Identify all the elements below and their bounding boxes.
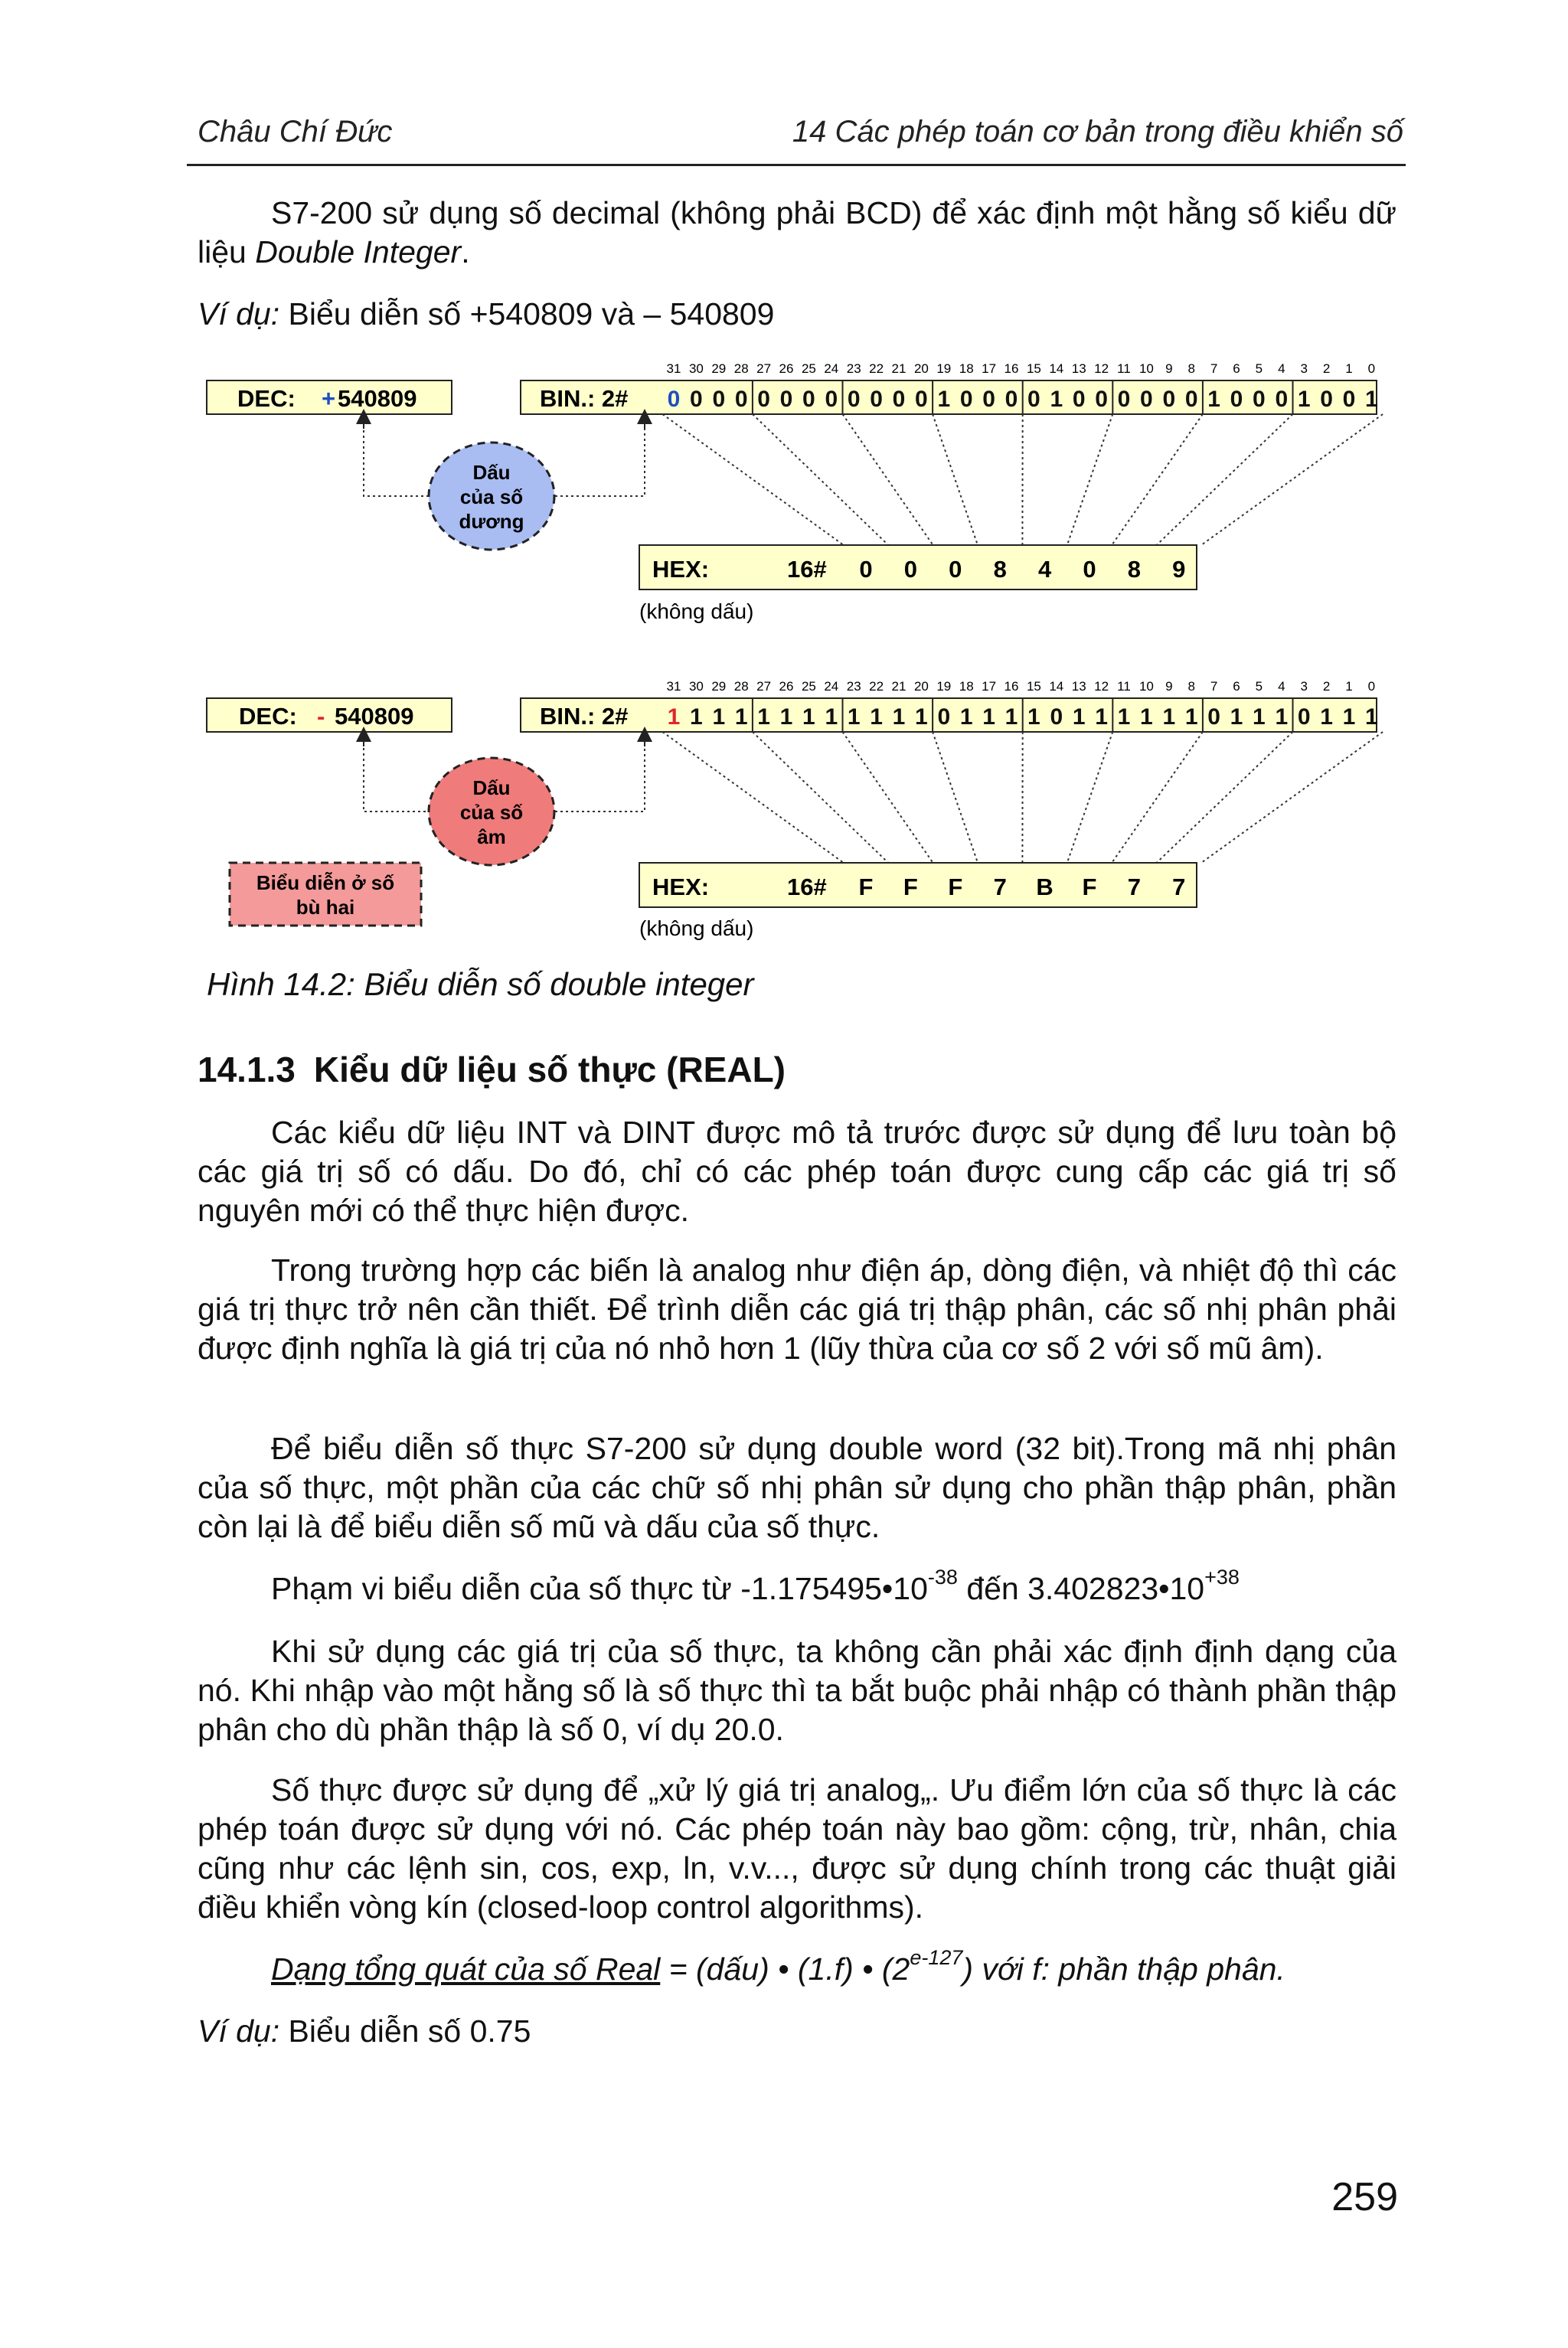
neg-bit-position-label: 7 (1210, 679, 1218, 694)
pos-bit-cell: 0 (690, 387, 703, 412)
neg-bit-position-label: 30 (688, 679, 704, 694)
positive-bin-connector (555, 414, 645, 496)
neg-hex-digit: 7 (1127, 874, 1142, 900)
neg-bit-cell: 1 (1027, 704, 1040, 730)
negative-nibble-to-hex-lines (662, 732, 1383, 863)
pos-bit-position-label: 22 (869, 361, 884, 376)
neg-fan-line (1157, 732, 1293, 863)
neg-bit-cell: 1 (1095, 704, 1108, 730)
twos-complement-note-line1: Biểu diễn ở số (256, 871, 395, 894)
pos-bit-cell: 1 (1297, 387, 1311, 412)
neg-bit-position-label: 18 (959, 679, 974, 694)
pos-bit-position-label: 25 (801, 361, 816, 376)
example2-text: Biểu diễn số 0.75 (279, 2013, 531, 2049)
body-paragraph-2: Trong trường hợp các biến là analog như điện áp, dòng điện, và nhiệt độ thì các giá trị thực trở nên cần thiết. Để trình diễn các giá trị thập phân, các số nhị phân phải được định nghĩa là giá trị của nó nhỏ hơn 1 (lũy thừa của cơ số 2 với số mũ âm). (198, 1252, 1396, 1366)
pos-bit-cell: 0 (982, 387, 995, 412)
positive-sign-note-line1: Dấu (472, 461, 511, 484)
running-header-chapter: 14 Các phép toán cơ bản trong điều khiển số (792, 115, 1403, 149)
neg-bit-position-label: 31 (666, 679, 681, 694)
neg-bit-cell: 1 (892, 704, 906, 730)
pos-bit-position-label: 15 (1026, 361, 1041, 376)
neg-fan-line (753, 732, 888, 863)
figure-caption: Hình 14.2: Biểu diễn số double integer (207, 966, 754, 1002)
neg-bit-cell: 1 (712, 704, 726, 730)
neg-bit-position-label: 29 (711, 679, 727, 694)
pos-bit-position-label: 27 (756, 361, 772, 376)
example2-label: Ví dụ: (198, 2013, 280, 2049)
neg-bit-position-label: 25 (801, 679, 816, 694)
neg-bit-cell: 1 (1275, 704, 1289, 730)
pos-bit-position-label: 23 (846, 361, 861, 376)
neg-bit-cell: 1 (847, 704, 861, 730)
pos-bit-cell: 0 (870, 387, 883, 412)
neg-bit-cell: 1 (1162, 704, 1176, 730)
pos-bit-cell: 1 (1207, 387, 1220, 412)
formula-paragraph (198, 1946, 1396, 1993)
pos-bit-position-label: 2 (1322, 361, 1331, 376)
neg-hex-digit: B (1036, 874, 1054, 900)
neg-bit-position-label: 17 (982, 679, 997, 694)
pos-bit-cell: 1 (1365, 387, 1378, 412)
neg-fan-line (1112, 732, 1203, 863)
neg-bit-position-label: 6 (1233, 679, 1240, 694)
negative-sign-note-line1: Dấu (472, 776, 511, 799)
intro-text: S7-200 sử dụng số decimal (không phải BCD) để xác định một hằng số kiểu dữ liệu (198, 195, 1396, 269)
pos-bit-cell: 0 (667, 387, 681, 412)
neg-bit-position-label: 10 (1138, 679, 1154, 694)
pos-fan-line (753, 414, 888, 545)
neg-bit-cell: 1 (1230, 704, 1243, 730)
negative-sign-note-line2: của số (459, 801, 524, 824)
neg-bit-position-label: 13 (1071, 679, 1086, 694)
positive-nibble-to-hex-lines (662, 414, 1383, 545)
neg-bit-position-label: 23 (846, 679, 861, 694)
pos-bit-cell: 0 (1004, 387, 1018, 412)
pos-bit-position-label: 13 (1071, 361, 1086, 376)
neg-bit-cell: 1 (779, 704, 793, 730)
pos-bit-position-label: 30 (688, 361, 704, 376)
neg-bit-cell: 1 (734, 704, 748, 730)
pos-hex-digit: 0 (859, 556, 873, 583)
range-exponent-2: +38 (1204, 1566, 1240, 1589)
pos-bit-cell: 0 (734, 387, 748, 412)
pos-bit-position-label: 24 (824, 361, 839, 376)
neg-bit-cell: 0 (1050, 704, 1063, 730)
neg-bit-position-label: 27 (756, 679, 772, 694)
pos-bit-cell: 0 (1140, 387, 1153, 412)
pos-bit-cell: 0 (1117, 387, 1131, 412)
pos-bit-cell: 1 (937, 387, 951, 412)
range-exponent-1: -38 (927, 1566, 958, 1589)
positive-bit-position-labels (667, 361, 1376, 376)
neg-bit-cell: 1 (1004, 704, 1018, 730)
neg-bit-cell: 1 (915, 704, 928, 730)
neg-bit-cell: 1 (825, 704, 838, 730)
pos-bit-position-label: 20 (913, 361, 929, 376)
body-paragraph-4: Khi sử dụng các giá trị của số thực, ta không cần phải xác định định dạng của nó. Khi nhập vào một hằng số là số thực thì ta bắt buộc phải nhập có thành phần thập phân cho dù phần thập là số 0, ví dụ 20.0. (198, 1634, 1396, 1747)
neg-bit-position-label: 8 (1187, 679, 1195, 694)
neg-bit-cell: 0 (937, 704, 951, 730)
neg-bit-cell: 1 (1117, 704, 1131, 730)
formula-exponent: e-127 (910, 1946, 963, 1969)
pos-hex-digit: 4 (1037, 556, 1052, 583)
negative-bin-connector (555, 732, 645, 812)
pos-bit-position-label: 8 (1187, 361, 1195, 376)
positive-sign-note-line2: của số (459, 485, 524, 508)
neg-fan-line (933, 732, 978, 863)
pos-bit-position-label: 31 (666, 361, 681, 376)
neg-bit-cell: 1 (870, 704, 883, 730)
pos-bit-cell: 0 (825, 387, 838, 412)
neg-bit-cell: 1 (667, 704, 681, 730)
neg-bit-position-label: 0 (1367, 679, 1376, 694)
neg-bit-cell: 1 (690, 704, 703, 730)
pos-bit-position-label: 12 (1094, 361, 1109, 376)
positive-hex-label: HEX: (652, 556, 710, 583)
neg-bit-cell: 1 (1184, 704, 1198, 730)
intro-emphasis: Double Integer (255, 234, 462, 269)
pos-bit-cell: 0 (1253, 387, 1266, 412)
running-header-author: Châu Chí Đức (198, 115, 393, 149)
double-integer-figure (0, 0, 1568, 957)
pos-bit-position-label: 28 (733, 361, 749, 376)
pos-bit-position-label: 9 (1165, 361, 1173, 376)
negative-dec-connector (364, 732, 429, 812)
neg-bit-position-label: 28 (733, 679, 749, 694)
pos-hex-digit: 9 (1172, 556, 1186, 583)
pos-bit-cell: 0 (1230, 387, 1243, 412)
positive-dec-connector (364, 414, 429, 496)
pos-bit-cell: 0 (915, 387, 928, 412)
pos-fan-line (843, 414, 933, 545)
pos-fan-line (1201, 414, 1383, 545)
pos-bit-position-label: 6 (1233, 361, 1240, 376)
section-title: Kiểu dữ liệu số thực (REAL) (313, 1050, 786, 1089)
negative-hex-label: HEX: (652, 874, 710, 900)
negative-dec-label: DEC: (239, 703, 297, 730)
pos-bit-cell: 1 (1050, 387, 1063, 412)
negative-hex-note: (không dấu) (639, 916, 754, 940)
neg-bit-position-label: 24 (824, 679, 839, 694)
neg-bit-cell: 1 (959, 704, 973, 730)
neg-fan-line (662, 732, 844, 863)
neg-bit-position-label: 5 (1255, 679, 1263, 694)
pos-bit-position-label: 29 (711, 361, 727, 376)
neg-fan-line (1067, 732, 1113, 863)
pos-hex-digit: 8 (1127, 556, 1142, 583)
neg-fan-line (1201, 732, 1383, 863)
pos-bit-cell: 0 (712, 387, 726, 412)
formula-text-1: = (dấu) • (1.f) • (2 (660, 1951, 910, 1987)
neg-bit-position-label: 9 (1165, 679, 1173, 694)
positive-dec-sign: + (322, 385, 336, 412)
positive-dec-value: 540809 (338, 385, 417, 412)
pos-bit-cell: 0 (892, 387, 906, 412)
pos-bit-cell: 0 (1162, 387, 1176, 412)
neg-bit-position-label: 3 (1300, 679, 1308, 694)
pos-bit-position-label: 3 (1300, 361, 1308, 376)
pos-bit-cell: 0 (1095, 387, 1108, 412)
neg-bit-cell: 0 (1207, 704, 1220, 730)
neg-bit-position-label: 1 (1345, 679, 1353, 694)
pos-fan-line (1112, 414, 1203, 545)
negative-dec-value: 540809 (335, 703, 414, 730)
intro-period: . (461, 234, 470, 269)
pos-bit-position-label: 1 (1345, 361, 1353, 376)
pos-bit-position-label: 11 (1117, 361, 1131, 376)
positive-hex-box (639, 545, 1197, 589)
twos-complement-note-line2: bù hai (296, 896, 355, 919)
pos-bit-cell: 0 (847, 387, 861, 412)
neg-bit-position-label: 14 (1049, 679, 1064, 694)
body-paragraph-5: Số thực được sử dụng để „xử lý giá trị analog„. Ưu điểm lớn của số thực là các phép toán được sử dụng với nó. Các phép toán này bao gồm: cộng, trừ, nhân, chia cũng như các lệnh sin, cos, exp, ln, v.v..., được sử dụng chính trong các thuật giải điều khiển vòng kín (closed-loop control algorithms). (198, 1772, 1396, 1925)
pos-bit-cell: 0 (757, 387, 770, 412)
negative-bit-position-labels (667, 679, 1376, 694)
neg-bit-cell: 1 (1253, 704, 1266, 730)
pos-bit-position-label: 4 (1278, 361, 1285, 376)
positive-hex-note: (không dấu) (639, 599, 754, 623)
neg-bit-position-label: 19 (936, 679, 952, 694)
body-paragraph-1: Các kiểu dữ liệu INT và DINT được mô tả trước được sử dụng để lưu toàn bộ các giá trị số có dấu. Do đó, chỉ có các phép toán được cung cấp các giá trị số nguyên mới có thể thực hiện được. (198, 1115, 1396, 1228)
pos-fan-line (1067, 414, 1113, 545)
pos-bit-position-label: 0 (1367, 361, 1376, 376)
pos-bit-position-label: 5 (1255, 361, 1263, 376)
neg-bit-position-label: 16 (1004, 679, 1019, 694)
pos-bit-cell: 0 (779, 387, 793, 412)
positive-dec-label: DEC: (237, 385, 296, 412)
neg-bit-cell: 1 (1365, 704, 1378, 730)
section-heading (198, 1049, 786, 1090)
neg-bit-cell: 1 (982, 704, 995, 730)
pos-bit-cell: 0 (1027, 387, 1040, 412)
neg-bit-cell: 1 (1342, 704, 1356, 730)
pos-hex-digit: 0 (903, 556, 918, 583)
negative-sign-note-line3: âm (477, 825, 506, 848)
body-paragraph-3: Để biểu diễn số thực S7-200 sử dụng double word (32 bit).Trong mã nhị phân của số thực, một phần của các chữ số nhị phân sử dụng cho phần thập phân, phần còn lại là để biểu diễn số mũ và dấu của số thực. (198, 1431, 1396, 1544)
pos-fan-line (1157, 414, 1293, 545)
example2-line (198, 2012, 1396, 2051)
neg-hex-digit: F (858, 874, 874, 900)
negative-hex-prefix: 16# (787, 874, 827, 900)
neg-bit-position-label: 26 (779, 679, 794, 694)
neg-bit-cell: 1 (1320, 704, 1333, 730)
pos-bit-cell: 0 (1184, 387, 1198, 412)
pos-bit-cell: 0 (1072, 387, 1086, 412)
neg-bit-position-label: 22 (869, 679, 884, 694)
formula-label: Dạng tổng quát của số Real (271, 1951, 661, 1987)
neg-bit-cell: 1 (1072, 704, 1086, 730)
pos-bit-cell: 0 (1342, 387, 1356, 412)
example-text: Biểu diễn số +540809 và – 540809 (279, 296, 775, 331)
neg-bit-cell: 0 (1297, 704, 1311, 730)
pos-hex-digit: 0 (1083, 556, 1096, 583)
page-number: 259 (1331, 2175, 1398, 2219)
pos-bit-cell: 0 (1275, 387, 1289, 412)
positive-hex-prefix: 16# (787, 556, 827, 583)
pos-bit-position-label: 7 (1210, 361, 1218, 376)
pos-bit-position-label: 16 (1004, 361, 1019, 376)
neg-bit-position-label: 11 (1117, 679, 1131, 694)
pos-fan-line (933, 414, 978, 545)
neg-bit-position-label: 12 (1094, 679, 1109, 694)
pos-hex-digit: 0 (949, 556, 962, 583)
neg-bit-cell: 1 (757, 704, 770, 730)
pos-bit-position-label: 17 (982, 361, 997, 376)
neg-bit-position-label: 2 (1322, 679, 1331, 694)
pos-bit-position-label: 21 (891, 361, 906, 376)
negative-bin-label: BIN.: 2# (540, 703, 629, 730)
neg-bit-position-label: 15 (1026, 679, 1041, 694)
pos-bit-cell: 0 (1320, 387, 1333, 412)
pos-bit-position-label: 19 (936, 361, 952, 376)
neg-hex-digit: F (903, 874, 918, 900)
range-paragraph (198, 1566, 1396, 1612)
pos-bit-position-label: 10 (1138, 361, 1154, 376)
pos-bit-cell: 0 (959, 387, 973, 412)
section-number: 14.1.3 (198, 1050, 296, 1089)
pos-bit-position-label: 18 (959, 361, 974, 376)
range-text-2: đến 3.402823•10 (957, 1571, 1205, 1606)
neg-fan-line (843, 732, 933, 863)
pos-hex-digit: 8 (993, 556, 1007, 583)
range-text-1: Phạm vi biểu diễn của số thực từ -1.175495•10 (271, 1571, 928, 1606)
neg-hex-digit: 7 (993, 874, 1007, 900)
positive-sign-note-line3: dương (459, 510, 524, 533)
neg-bit-position-label: 21 (891, 679, 906, 694)
example-label: Ví dụ: (198, 296, 280, 331)
pos-bit-position-label: 14 (1049, 361, 1064, 376)
formula-text-2: ) với f: phần thập phân. (962, 1951, 1285, 1987)
neg-bit-cell: 1 (802, 704, 815, 730)
negative-hex-box (639, 863, 1197, 907)
neg-hex-digit: F (948, 874, 963, 900)
neg-hex-digit: F (1082, 874, 1097, 900)
neg-bit-position-label: 20 (913, 679, 929, 694)
pos-bit-position-label: 26 (779, 361, 794, 376)
neg-hex-digit: 7 (1172, 874, 1186, 900)
negative-dec-sign: - (317, 703, 325, 730)
pos-fan-line (662, 414, 844, 545)
positive-bin-label: BIN.: 2# (540, 385, 629, 412)
pos-bit-cell: 0 (802, 387, 815, 412)
neg-bit-position-label: 4 (1278, 679, 1285, 694)
neg-bit-cell: 1 (1140, 704, 1153, 730)
